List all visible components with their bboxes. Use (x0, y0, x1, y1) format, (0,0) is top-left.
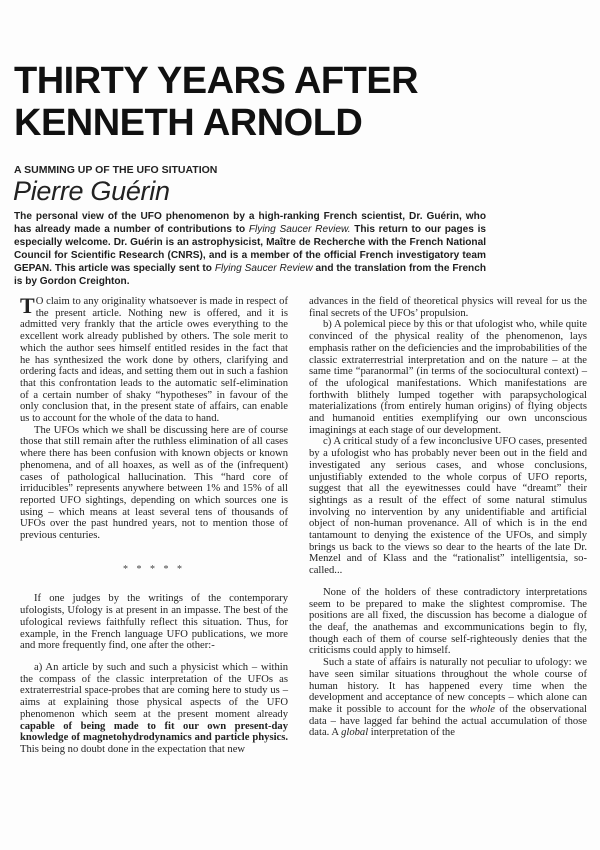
body-paragraph: b) A polemical piece by this or that ufologist who, while quite convinced of the physical reality of the phenomenon, lays emphasis rather on the deficiencies and the improbabilities of the classic extraterrestrial interpretation and on the nature – at the same time “paranormal” (in terms of the sociocultural context) – of the ufological manifestations. Which manifestations are forthwith blithely lumped together with parapsychological materializations (from entirely human origins) of flying objects and humanoid entities exemplifying our own unconscious imaginings at each stage of our development. (309, 319, 587, 436)
right-column (309, 296, 587, 739)
body-paragraph: None of the holders of these contradictory interpretations seem to be prepared to make the slightest compromise. The positions are all fixed, the discussion has become a dialogue of the deaf, the anathemas and excommunications begin to fly, though each of them of course self-righteously denies that the criticisms could apply to himself. (309, 586, 587, 657)
left-column (20, 293, 288, 756)
italic-text: whole (469, 703, 495, 715)
body-paragraph (309, 657, 587, 739)
title-line-1: THIRTY YEARS AFTER (14, 60, 419, 102)
body-paragraph: The UFOs which we shall be discussing here are of course those that still remain after the ruthless elimination of all cases where there has been confusion with known objects or known phenomena, and of all hoaxes, as well as of the (infrequent) cases of pathological hallucination. This “hard core of irriducibles” represents anywhere between 1% and 15% of all reported UFO sightings, depending on which sources one is using – which means at least several tens of thousands of UFOs over the past hundred years, not to mention those of previous centuries. (20, 424, 288, 542)
paragraph-text: O claim to any originality whatsoever is made in respect of the present article. Nothing new is offered, and it is admitted very frankly that the article owes everything to the excellent work already published by others. The sole merit to which the author sees himself entitled resides in the fact that he has synthesized the work done by others, clarifying and ordering facts and ideas, and setting them out in such a fashion that this confrontation leads to the automatic self-elimination of a certain number of shaky “hypotheses” in favour of the only conclusion that, in the present state of affairs, can enable us to account for the whole of the data to hand. (20, 296, 288, 425)
intro-italic-2: Flying Saucer Review (214, 263, 313, 274)
intro-text-3: and the translation from the French is by Gordon Creighton. (14, 263, 486, 287)
body-paragraph (20, 662, 288, 756)
intro-text-2: This return to our pages is especially welcome. Dr. Guérin is an astrophysicist, Maître de Recherche with the French National Council for Scientific Research (CNRS), and is a member of the official French investigatory team GEPAN. This article was specially sent to (14, 224, 486, 274)
title-line-2: KENNETH ARNOLD (14, 102, 363, 144)
article-subtitle: A SUMMING UP OF THE UFO SITUATION (14, 164, 218, 176)
paragraph-text: Such a state of affairs is naturally not peculiar to ufology: we have seen similar situations throughout the whole course of human history. It has happened every time when the development and acceptance of new concepts – which alone can make it possible to account for the (309, 657, 587, 715)
intro-paragraph (14, 210, 486, 288)
body-paragraph: advances in the field of theoretical physics will reveal for us the final secrets of the UFOs’ propulsion. (309, 296, 587, 319)
section-separator: * * * * * (123, 563, 185, 575)
bold-text: capable of being made to fit our own present-day knowledge of magnetohydrodynamics and particle physics. (20, 720, 288, 744)
body-paragraph: c) A critical study of a few inconclusive UFO cases, presented by a ufologist who has probably never been out in the field and investigated any serious cases, and whose conclusions, unjustifiably extended to the whole corpus of UFO reports, suggest that all the eyewitnesses could have “dreamt” their sightings as a result of the effect of some natural stimulus involving no intervention by any unidentifiable and artificial object of non-human provenance. All of which is in the end tantamount to denying the existence of the UFOs, and simply brings us back to the views so dear to the hearts of the late Dr. Menzel and of Klass and the “rationalist” intelligentsia, so-called... (309, 436, 587, 577)
author-name: Pierre Guérin (13, 176, 170, 206)
paragraph-text: a) An article by such and such a physicist which – within the compass of the classic interpretation of the UFOs as extraterrestrial space-probes that are coming here to study us – aims at explaining those physical aspects of the UFO phenomenon which seem at the present moment already (20, 661, 288, 720)
body-paragraph (20, 293, 288, 425)
intro-text-1: The personal view of the UFO phenomenon by a high-ranking French scientist, Dr. Guérin, who has already made a number of contributions to (14, 211, 486, 235)
intro-italic-1: Flying Saucer Review. (248, 224, 351, 235)
article-title (14, 60, 574, 144)
paragraph-text: interpretation of the (368, 727, 455, 739)
paragraph-text: This being no doubt done in the expectation that new (20, 743, 246, 755)
body-paragraph: If one judges by the writings of the contemporary ufologists, Ufology is at present in an impasse. The best of the ufological reviews faithfully reflect this situation. Thus, for example, in the French language UFO publications, we more and more frequently find, one after the other:- (20, 593, 288, 652)
italic-text: global (341, 727, 369, 739)
paragraph-text: of the observational data – have lagged far behind the actual accumulation of those data. A (309, 703, 587, 739)
drop-cap: T (20, 293, 35, 318)
